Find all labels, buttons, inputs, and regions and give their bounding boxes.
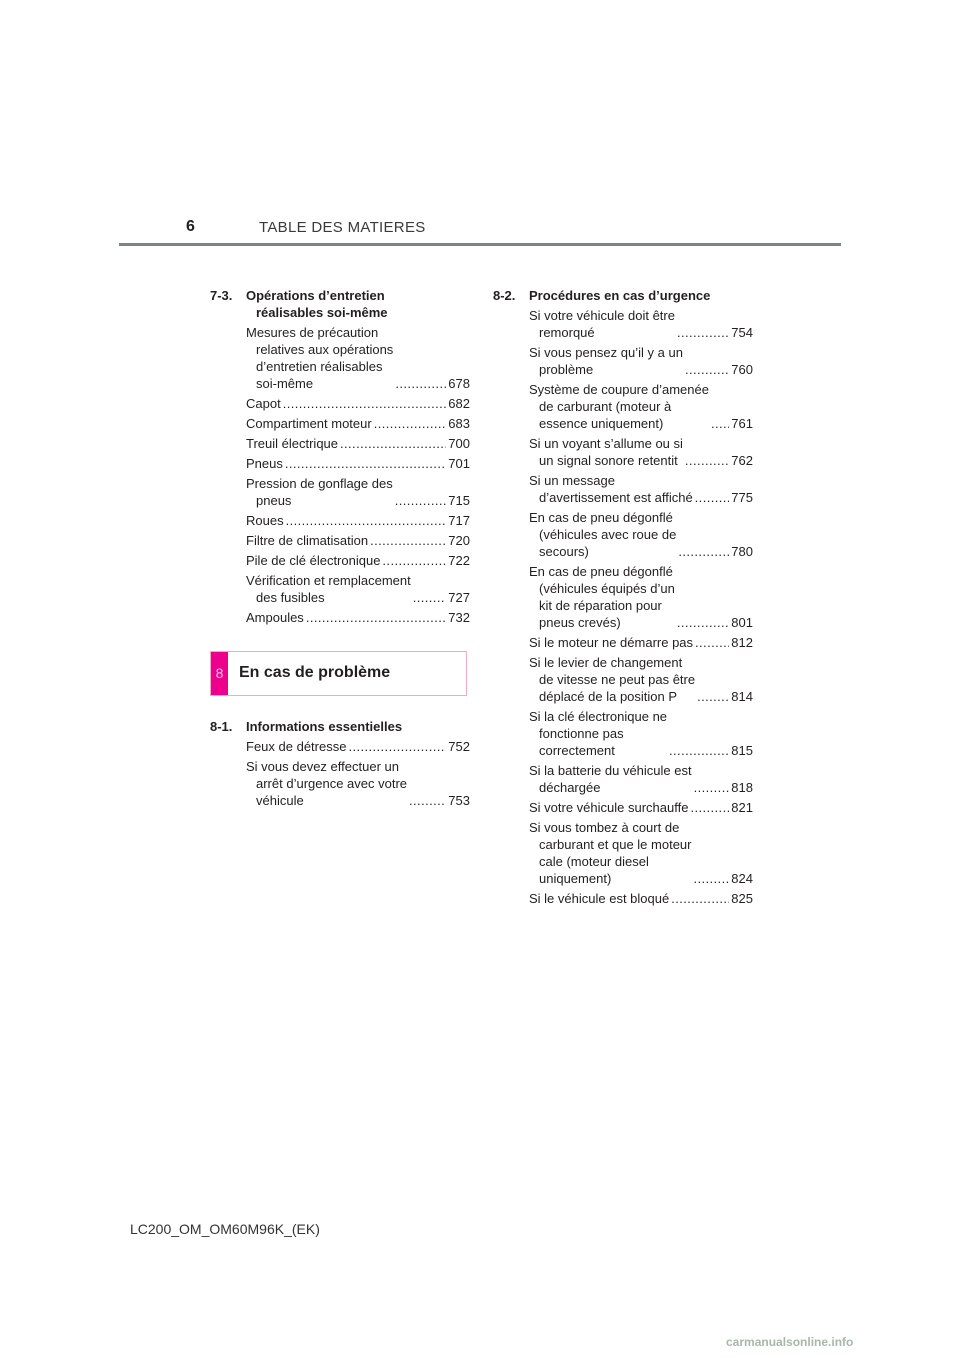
document-code: LC200_OM_OM60M96K_(EK) (130, 1221, 320, 1237)
toc-entry[interactable] (529, 634, 753, 651)
dot-leader (669, 742, 729, 759)
toc-entry[interactable] (246, 738, 470, 755)
toc-page-number: 715 (448, 493, 470, 508)
toc-entry[interactable] (246, 552, 470, 569)
dot-leader (685, 452, 729, 469)
page-number: 6 (186, 218, 195, 235)
toc-page-number: 814 (731, 689, 753, 704)
watermark: carmanualsonline.info (726, 1335, 854, 1349)
dot-leader (340, 435, 446, 452)
toc-right-column (493, 287, 753, 918)
dot-leader (678, 543, 729, 560)
dot-leader (695, 489, 730, 506)
toc-page-number: 717 (448, 513, 470, 528)
dot-leader (671, 890, 729, 907)
toc-page-number: 775 (731, 490, 753, 505)
toc-entry[interactable] (529, 799, 753, 816)
spacer (493, 910, 753, 918)
toc-entry[interactable] (529, 819, 753, 887)
toc-page-number: 824 (731, 871, 753, 886)
dot-leader (697, 688, 729, 705)
toc-entry[interactable] (529, 890, 753, 907)
toc-entry-title: Filtre de climatisation (246, 533, 369, 548)
toc-sections-bottom (210, 718, 470, 820)
toc-page-number: 720 (448, 533, 470, 548)
toc-entry-title: En cas de pneu dégonflé (véhicules avec roue de secours) (529, 510, 677, 559)
toc-entry-title: Si un message d’avertissement est affiché (529, 473, 693, 505)
toc-entry[interactable] (246, 532, 470, 549)
toc-page-number: 761 (731, 416, 753, 431)
section-title: Opérations d’entretien réalisables soi-même (246, 288, 388, 320)
toc-entry-title: Si un voyant s’allume ou si un signal sonore retentit (529, 436, 683, 468)
dot-leader (711, 415, 729, 432)
toc-sections-top (210, 287, 470, 637)
dot-leader (306, 609, 446, 626)
toc-entry[interactable] (529, 307, 753, 341)
toc-page-number: 821 (731, 800, 753, 815)
dot-leader (677, 324, 729, 341)
toc-page-number: 682 (448, 396, 470, 411)
toc-entry-title: En cas de pneu dégonflé (véhicules équipés d’un kit de réparation pour pneus crevés) (529, 564, 675, 630)
toc-page-number: 700 (448, 436, 470, 451)
toc-entry-title: Vérification et remplacement des fusibles (246, 573, 411, 605)
chapter-number-tab: 8 (211, 652, 228, 695)
dot-leader (348, 738, 446, 755)
toc-entry-title: Si vous pensez qu’il y a un problème (529, 345, 683, 377)
dot-leader (690, 799, 729, 816)
toc-page-number: 727 (448, 590, 470, 605)
toc-entry[interactable] (246, 475, 470, 509)
toc-entry-title: Si vous devez effectuer un arrêt d’urgence avec votre véhicule (246, 759, 408, 808)
toc-page-number: 752 (448, 739, 470, 754)
toc-entry-title: Pile de clé électronique (246, 553, 381, 568)
section-number: 8-2. (493, 288, 516, 303)
toc-page-number: 780 (731, 544, 753, 559)
dot-leader (395, 375, 446, 392)
page-header-title: TABLE DES MATIERES (259, 219, 426, 236)
chapter-title: En cas de problème (239, 664, 391, 681)
toc-page-number: 815 (731, 743, 753, 758)
toc-entry-title: Roues (246, 513, 284, 528)
toc-entry[interactable] (529, 708, 753, 759)
toc-left-column (210, 287, 470, 820)
toc-page-number: 801 (731, 615, 753, 630)
toc-section-heading (210, 287, 470, 321)
dot-leader (374, 415, 447, 432)
toc-page-number: 701 (448, 456, 470, 471)
toc-section-heading (493, 287, 753, 304)
toc-page-number: 732 (448, 610, 470, 625)
chapter-heading-box[interactable] (210, 651, 467, 696)
spacer (210, 812, 470, 820)
toc-entry[interactable] (529, 563, 753, 631)
toc-entry[interactable] (246, 512, 470, 529)
toc-entry[interactable] (246, 324, 470, 392)
toc-entry[interactable] (529, 654, 753, 705)
toc-entry-title: Treuil électrique (246, 436, 339, 451)
dot-leader (285, 455, 446, 472)
toc-entry-title: Si le véhicule est bloqué (529, 891, 670, 906)
toc-entry[interactable] (529, 344, 753, 378)
toc-entry-title: Pneus (246, 456, 283, 471)
toc-entry-title: Si votre véhicule doit être remorqué (529, 308, 675, 340)
dot-leader (685, 361, 729, 378)
toc-entry-title: Si votre véhicule surchauffe (529, 800, 689, 815)
dot-leader (677, 614, 729, 631)
toc-entry[interactable] (529, 509, 753, 560)
toc-entry[interactable] (246, 415, 470, 432)
dot-leader (413, 589, 447, 606)
toc-sections-right (493, 287, 753, 918)
toc-page-number: 818 (731, 780, 753, 795)
dot-leader (693, 870, 729, 887)
toc-page-number: 678 (448, 376, 470, 391)
header-divider (119, 243, 841, 246)
toc-entry[interactable] (246, 758, 470, 809)
toc-entry-title: Mesures de précaution relatives aux opérations d’entretien réalisables soi-même (246, 325, 394, 391)
dot-leader (409, 792, 446, 809)
dot-leader (283, 395, 447, 412)
dot-leader (694, 779, 730, 796)
section-title: Informations essentielles (246, 719, 403, 734)
toc-page-number: 753 (448, 793, 470, 808)
section-number: 8-1. (210, 719, 233, 734)
toc-entry[interactable] (529, 472, 753, 506)
dot-leader (286, 512, 447, 529)
dot-leader (695, 634, 729, 651)
toc-entry[interactable] (246, 609, 470, 626)
section-number: 7-3. (210, 288, 233, 303)
toc-entry-title: Si le levier de changement de vitesse ne peut pas être déplacé de la position P (529, 655, 696, 704)
toc-page-number: 683 (448, 416, 470, 431)
toc-page-number: 722 (448, 553, 470, 568)
toc-entry[interactable] (246, 395, 470, 412)
dot-leader (370, 532, 446, 549)
toc-entry-title: Pression de gonflage des pneus (246, 476, 393, 508)
toc-entry[interactable] (246, 572, 470, 606)
toc-entry[interactable] (529, 435, 753, 469)
toc-page-number: 754 (731, 325, 753, 340)
toc-entry-title: Si la batterie du véhicule est déchargée (529, 763, 692, 795)
toc-entry-title: Si vous tombez à court de carburant et que le moteur cale (moteur diesel uniquement) (529, 820, 692, 886)
toc-entry[interactable] (529, 381, 753, 432)
toc-entry-title: Capot (246, 396, 281, 411)
toc-entry-title: Compartiment moteur (246, 416, 372, 431)
toc-page-number: 812 (731, 635, 753, 650)
toc-entry-title: Système de coupure d’amenée de carburant (moteur à essence uniquement) (529, 382, 709, 431)
toc-page-number: 825 (731, 891, 753, 906)
dot-leader (382, 552, 446, 569)
toc-entry-title: Feux de détresse (246, 739, 347, 754)
toc-entry[interactable] (246, 435, 470, 452)
dot-leader (395, 492, 447, 509)
toc-entry-title: Si le moteur ne démarre pas (529, 635, 694, 650)
toc-entry[interactable] (529, 762, 753, 796)
toc-section-heading (210, 718, 470, 735)
spacer (210, 629, 470, 637)
section-title: Procédures en cas d’urgence (529, 288, 711, 303)
toc-page-number: 762 (731, 453, 753, 468)
toc-entry-title: Si la clé électronique ne fonctionne pas correctement (529, 709, 668, 758)
toc-page-number: 760 (731, 362, 753, 377)
toc-entry[interactable] (246, 455, 470, 472)
toc-entry-title: Ampoules (246, 610, 304, 625)
